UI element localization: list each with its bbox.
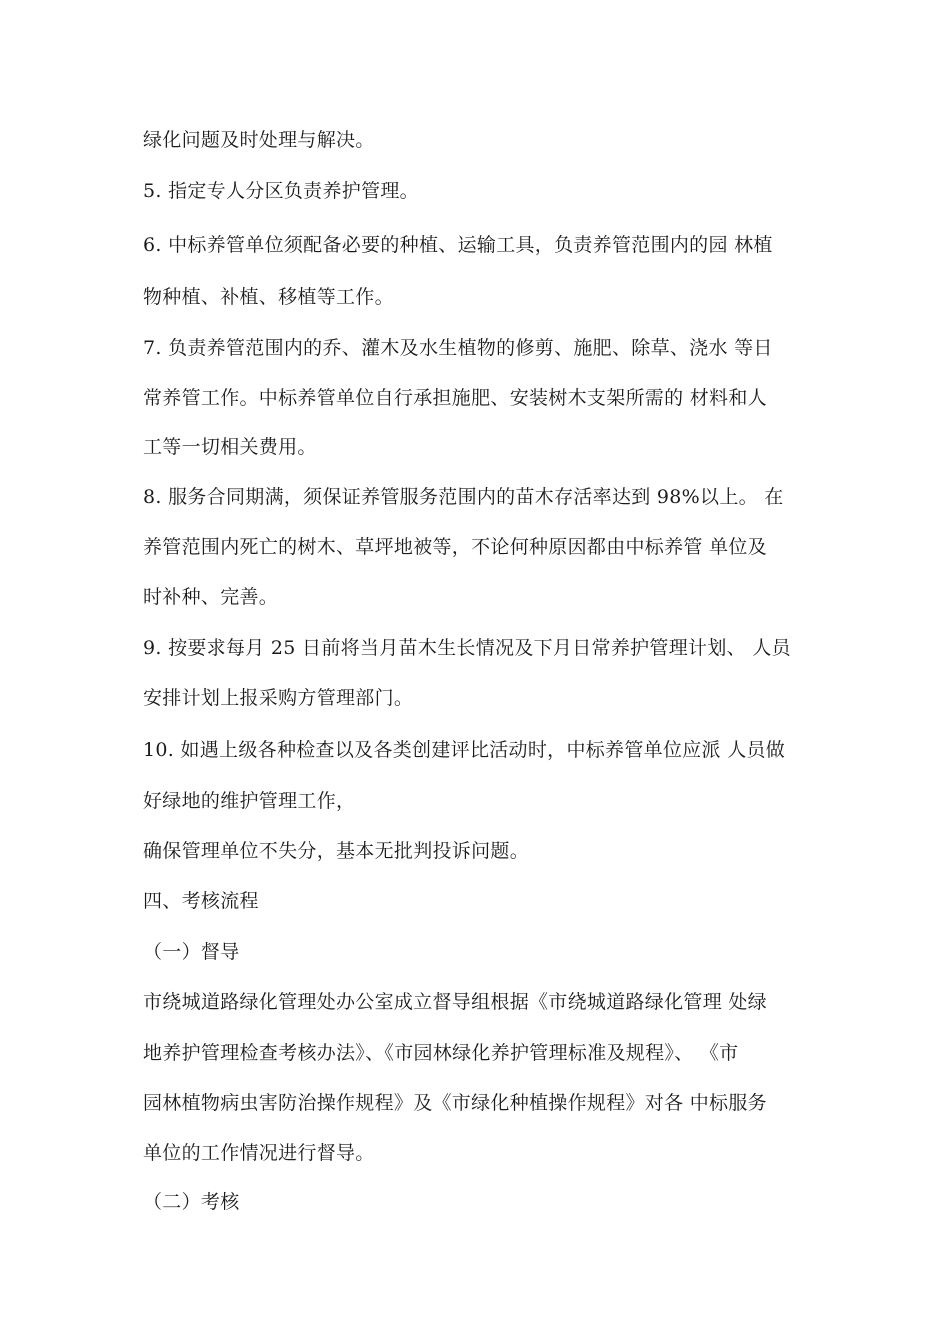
list-item-7: 7. 负责养管范围内的乔、灌木及水生植物的修剪、施肥、除草、浇水 等日 [143,337,773,359]
paragraph-line: 安排计划上报采购方管理部门。 [143,687,414,709]
paragraph-line: 地养护管理检查考核办法》、《市园林绿化养护管理标准及规程》、 《市 [143,1042,739,1064]
subsection-heading: （二）考核 [143,1191,240,1213]
paragraph-line: 绿化问题及时处理与解决。 [143,129,375,151]
paragraph-line: 养管范围内死亡的树木、草坪地被等，不论何种原因都由中标养管 单位及 [143,536,767,558]
paragraph-line: 市绕城道路绿化管理处办公室成立督导组根据《市绕城道路绿化管理 处绿 [143,991,767,1013]
list-item-10: 10. 如遇上级各种检查以及各类创建评比活动时，中标养管单位应派 人员做 [143,739,786,761]
paragraph-line: 确保管理单位不失分，基本无批判投诉问题。 [143,840,530,862]
paragraph-line: 单位的工作情况进行督导。 [143,1142,375,1164]
list-item-9: 9. 按要求每月 25 日前将当月苗木生长情况及下月日常养护管理计划、 人员 [143,637,791,659]
section-heading: 四、考核流程 [143,890,259,912]
paragraph-line: 物种植、补植、移植等工作。 [143,286,394,308]
paragraph-line: 常养管工作。中标养管单位自行承担施肥、安装树木支架所需的 材料和人 [143,387,767,409]
paragraph-line: 园林植物病虫害防治操作规程》及《市绿化种植操作规程》对各 中标服务 [143,1092,767,1114]
list-item-6: 6. 中标养管单位须配备必要的种植、运输工具，负责养管范围内的园 林植 [143,234,773,256]
paragraph-line: 工等一切相关费用。 [143,436,317,458]
list-item-5: 5. 指定专人分区负责养护管理。 [143,180,419,202]
subsection-heading: （一）督导 [143,941,240,963]
paragraph-line: 好绿地的维护管理工作， [143,790,356,812]
paragraph-line: 时补种、完善。 [143,586,279,608]
list-item-8: 8. 服务合同期满，须保证养管服务范围内的苗木存活率达到 98%以上。 在 [143,486,784,508]
